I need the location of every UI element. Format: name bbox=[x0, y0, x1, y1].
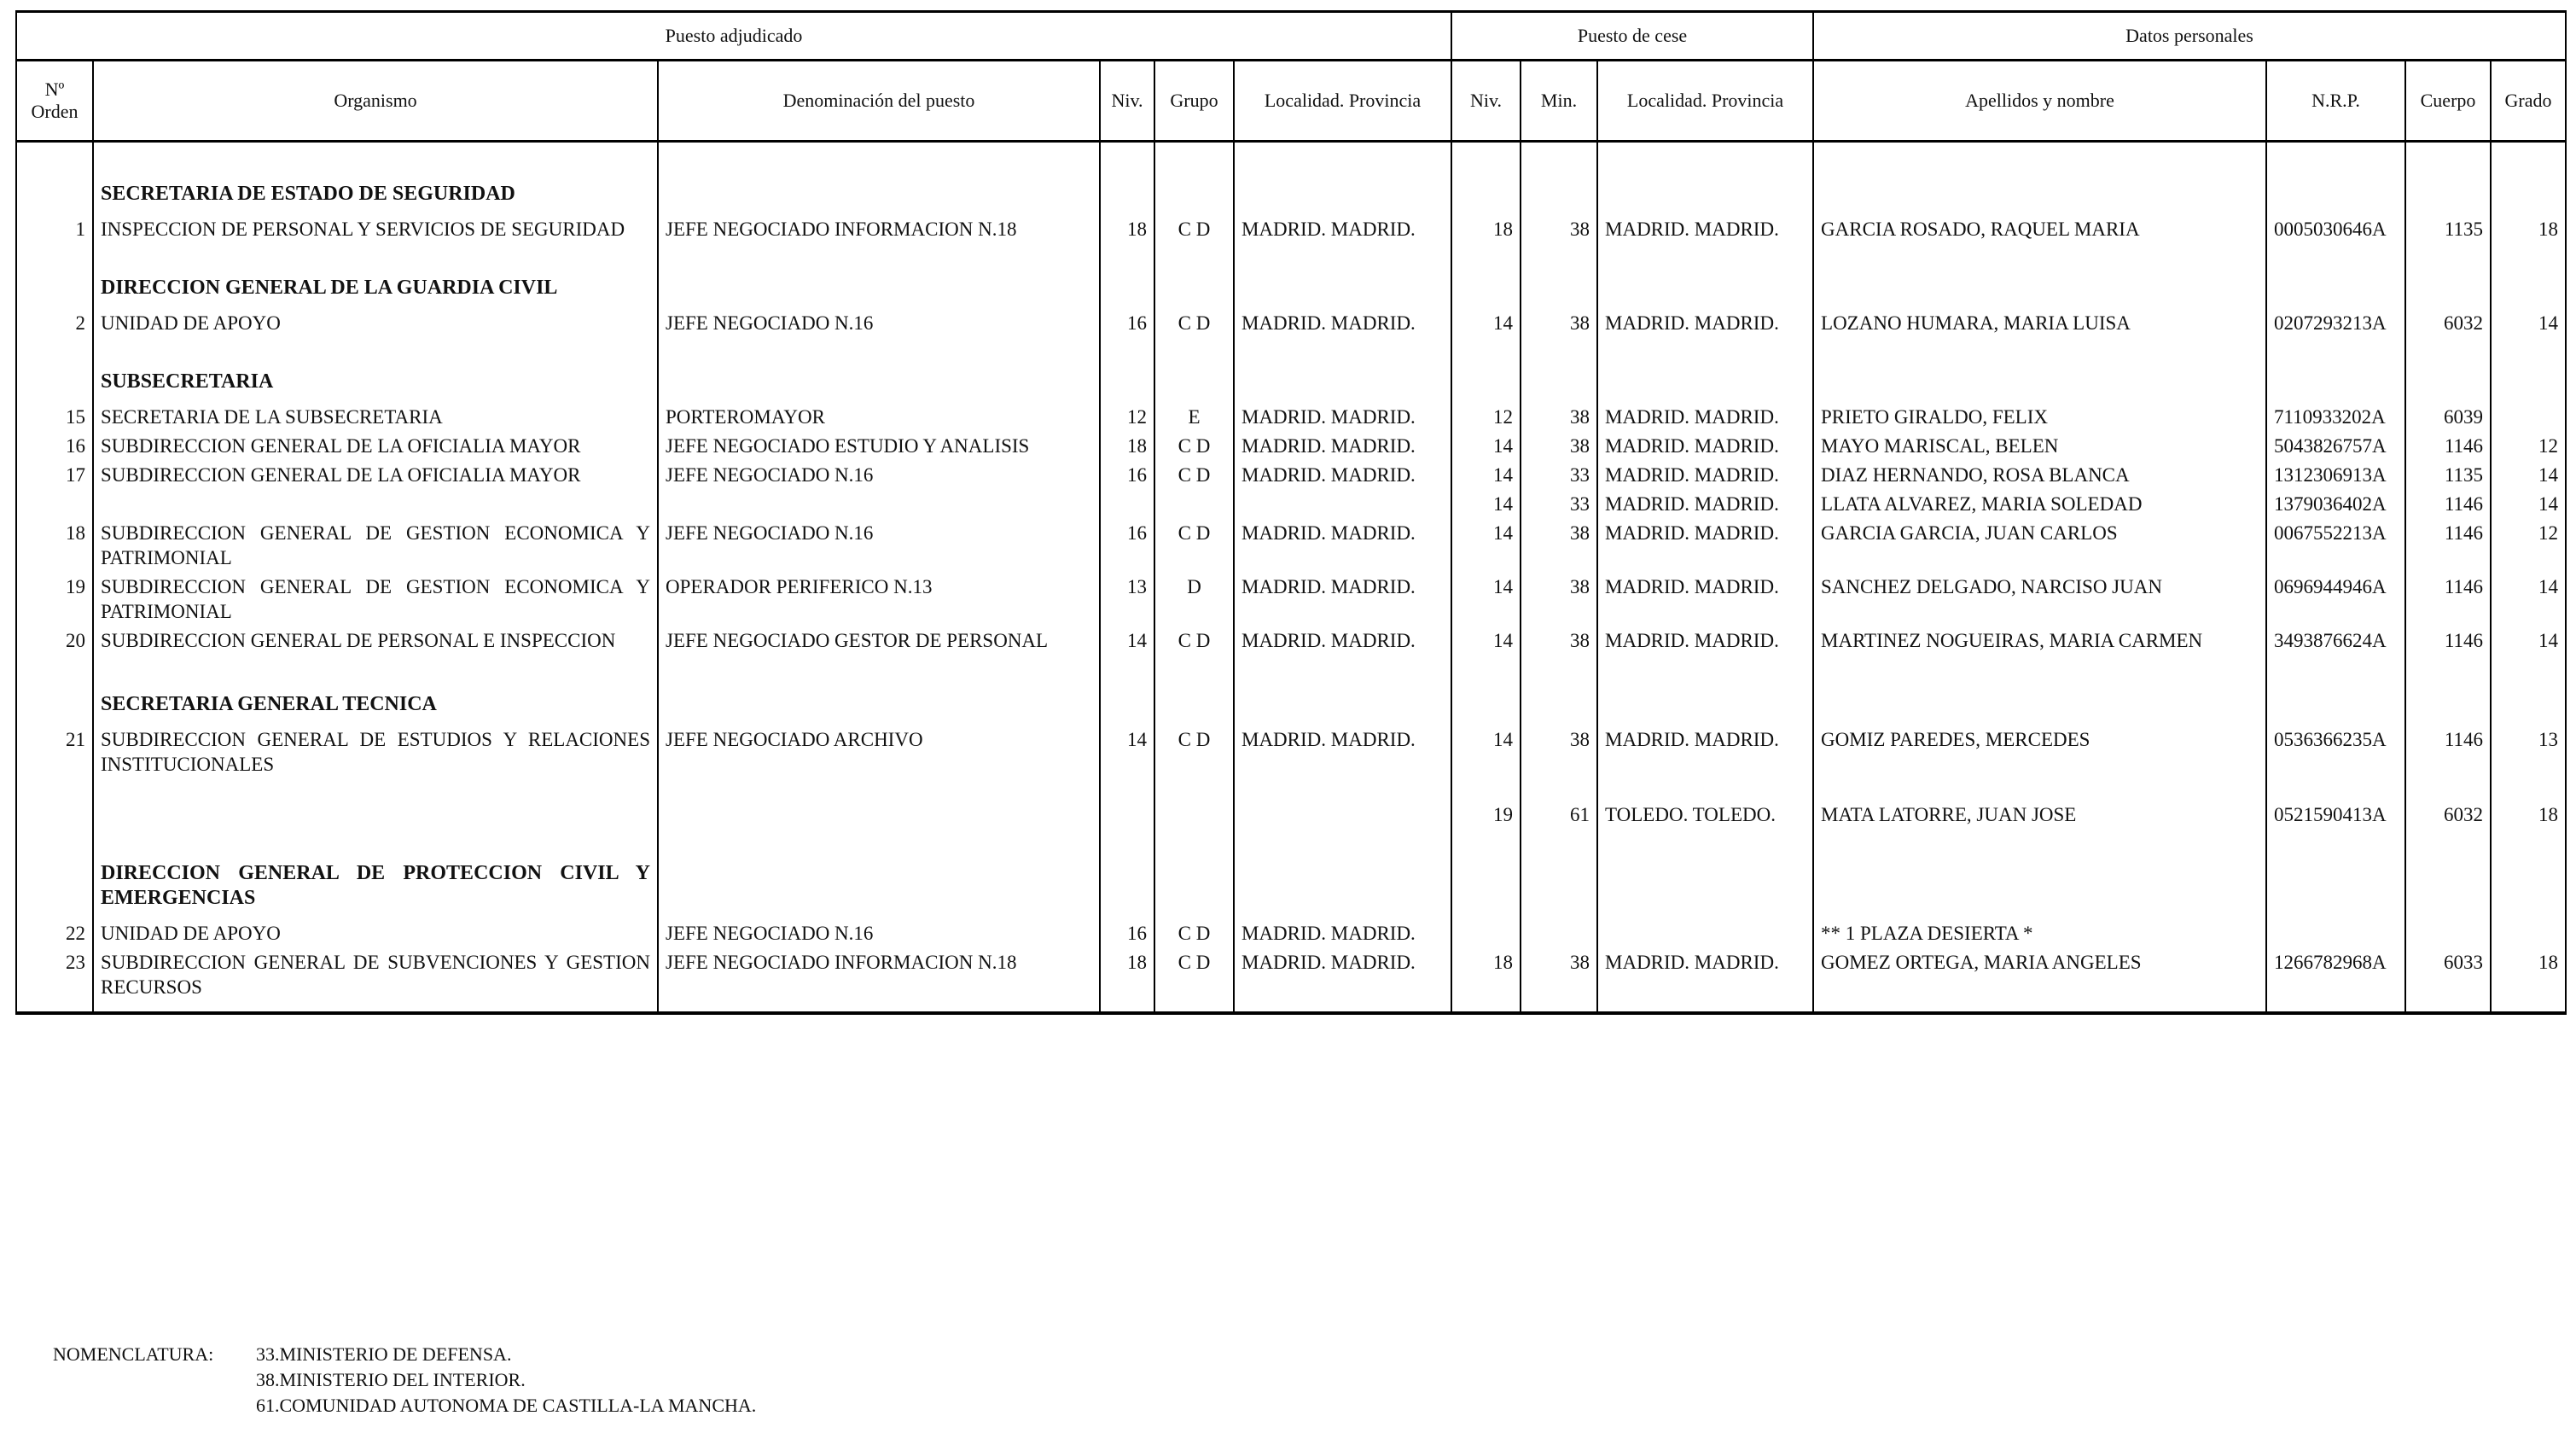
column-header-row bbox=[16, 61, 2566, 142]
apellidos-cell: MAYO MARISCAL, BELEN bbox=[1813, 429, 2266, 458]
denominacion-cell bbox=[658, 335, 1100, 394]
niv-adjudicado-cell: 14 bbox=[1100, 624, 1154, 653]
orden-cell bbox=[16, 653, 93, 717]
denominacion-cell: JEFE NEGOCIADO ESTUDIO Y ANALISIS bbox=[658, 429, 1100, 458]
localidad-adjudicado-cell: MADRID. MADRID. bbox=[1234, 516, 1451, 570]
niv-cese-cell: 14 bbox=[1451, 624, 1521, 653]
localidad-cese-cell: MADRID. MADRID. bbox=[1597, 570, 1813, 624]
niv-cese-cell: 14 bbox=[1451, 717, 1521, 777]
orden-cell bbox=[16, 487, 93, 516]
header-puesto-cese: Puesto de cese bbox=[1451, 12, 1813, 61]
localidad-cese-cell: MADRID. MADRID. bbox=[1597, 624, 1813, 653]
denominacion-cell: OPERADOR PERIFERICO N.13 bbox=[658, 570, 1100, 624]
localidad-cese-cell: TOLEDO. TOLEDO. bbox=[1597, 777, 1813, 827]
nrp-cell bbox=[2266, 653, 2405, 717]
localidad-adjudicado-cell: MADRID. MADRID. bbox=[1234, 429, 1451, 458]
nomenclature-item: 61.COMUNIDAD AUTONOMA DE CASTILLA-LA MANCHA. bbox=[256, 1395, 757, 1416]
localidad-adjudicado-cell bbox=[1234, 827, 1451, 911]
cuerpo-cell bbox=[2405, 242, 2491, 300]
nrp-cell bbox=[2266, 335, 2405, 394]
organismo-cell: SUBDIRECCION GENERAL DE LA OFICIALIA MAYOR bbox=[93, 458, 658, 487]
min-cell: 38 bbox=[1521, 429, 1597, 458]
col-grupo: Grupo bbox=[1154, 61, 1234, 142]
localidad-cese-cell: MADRID. MADRID. bbox=[1597, 458, 1813, 487]
section-row bbox=[16, 827, 2566, 911]
localidad-adjudicado-cell: MADRID. MADRID. bbox=[1234, 911, 1451, 946]
localidad-cese-cell: MADRID. MADRID. bbox=[1597, 516, 1813, 570]
min-cell bbox=[1521, 242, 1597, 300]
section-title: DIRECCION GENERAL DE PROTECCION CIVIL Y EMERGENCIAS bbox=[93, 827, 658, 911]
table-row bbox=[16, 946, 2566, 1013]
grado-cell: 12 bbox=[2491, 516, 2566, 570]
table-row bbox=[16, 717, 2566, 777]
min-cell: 38 bbox=[1521, 207, 1597, 242]
nrp-cell: 3493876624A bbox=[2266, 624, 2405, 653]
niv-cese-cell: 14 bbox=[1451, 429, 1521, 458]
niv-adjudicado-cell: 13 bbox=[1100, 570, 1154, 624]
cuerpo-cell bbox=[2405, 142, 2491, 207]
localidad-adjudicado-cell: MADRID. MADRID. bbox=[1234, 458, 1451, 487]
grado-cell bbox=[2491, 242, 2566, 300]
niv-adjudicado-cell bbox=[1100, 777, 1154, 827]
localidad-cese-cell bbox=[1597, 653, 1813, 717]
apellidos-cell: GOMIZ PAREDES, MERCEDES bbox=[1813, 717, 2266, 777]
niv-cese-cell bbox=[1451, 911, 1521, 946]
denominacion-cell bbox=[658, 487, 1100, 516]
organismo-cell bbox=[93, 777, 658, 827]
min-cell bbox=[1521, 827, 1597, 911]
niv-cese-cell: 12 bbox=[1451, 394, 1521, 429]
localidad-adjudicado-cell bbox=[1234, 335, 1451, 394]
orden-cell: 20 bbox=[16, 624, 93, 653]
orden-cell: 23 bbox=[16, 946, 93, 1013]
min-cell bbox=[1521, 653, 1597, 717]
localidad-cese-cell bbox=[1597, 911, 1813, 946]
col-organismo: Organismo bbox=[93, 61, 658, 142]
denominacion-cell: JEFE NEGOCIADO ARCHIVO bbox=[658, 717, 1100, 777]
table-row bbox=[16, 207, 2566, 242]
niv-cese-cell: 14 bbox=[1451, 300, 1521, 335]
organismo-cell: SUBDIRECCION GENERAL DE SUBVENCIONES Y GESTION RECURSOS bbox=[93, 946, 658, 1013]
col-apellidos: Apellidos y nombre bbox=[1813, 61, 2266, 142]
niv-cese-cell bbox=[1451, 827, 1521, 911]
grado-cell bbox=[2491, 142, 2566, 207]
grupo-cell: C D bbox=[1154, 300, 1234, 335]
cuerpo-cell: 6032 bbox=[2405, 777, 2491, 827]
cuerpo-cell bbox=[2405, 653, 2491, 717]
grupo-cell bbox=[1154, 487, 1234, 516]
col-cuerpo: Cuerpo bbox=[2405, 61, 2491, 142]
grupo-cell bbox=[1154, 777, 1234, 827]
cuerpo-cell bbox=[2405, 827, 2491, 911]
localidad-adjudicado-cell bbox=[1234, 653, 1451, 717]
niv-adjudicado-cell: 16 bbox=[1100, 300, 1154, 335]
denominacion-cell: JEFE NEGOCIADO INFORMACION N.18 bbox=[658, 207, 1100, 242]
nrp-cell bbox=[2266, 911, 2405, 946]
nrp-cell: 0521590413A bbox=[2266, 777, 2405, 827]
min-cell: 38 bbox=[1521, 516, 1597, 570]
orden-cell bbox=[16, 827, 93, 911]
table-row bbox=[16, 429, 2566, 458]
header-group-row bbox=[16, 12, 2566, 61]
orden-cell: 17 bbox=[16, 458, 93, 487]
niv-adjudicado-cell: 18 bbox=[1100, 946, 1154, 1013]
localidad-cese-cell: MADRID. MADRID. bbox=[1597, 300, 1813, 335]
table-row bbox=[16, 624, 2566, 653]
grado-cell: 18 bbox=[2491, 207, 2566, 242]
orden-cell bbox=[16, 242, 93, 300]
cuerpo-cell: 6032 bbox=[2405, 300, 2491, 335]
grupo-cell bbox=[1154, 827, 1234, 911]
section-title: SUBSECRETARIA bbox=[93, 335, 658, 394]
orden-cell: 18 bbox=[16, 516, 93, 570]
niv-adjudicado-cell: 16 bbox=[1100, 911, 1154, 946]
grupo-cell: C D bbox=[1154, 516, 1234, 570]
apellidos-cell bbox=[1813, 242, 2266, 300]
organismo-cell: SUBDIRECCION GENERAL DE ESTUDIOS Y RELACIONES INSTITUCIONALES bbox=[93, 717, 658, 777]
orden-cell bbox=[16, 335, 93, 394]
localidad-cese-cell: MADRID. MADRID. bbox=[1597, 394, 1813, 429]
orden-cell: 22 bbox=[16, 911, 93, 946]
apellidos-cell bbox=[1813, 653, 2266, 717]
localidad-cese-cell: MADRID. MADRID. bbox=[1597, 946, 1813, 1013]
localidad-adjudicado-cell: MADRID. MADRID. bbox=[1234, 300, 1451, 335]
niv-adjudicado-cell: 14 bbox=[1100, 717, 1154, 777]
grado-cell: 14 bbox=[2491, 570, 2566, 624]
col-min: Min. bbox=[1521, 61, 1597, 142]
nrp-cell bbox=[2266, 827, 2405, 911]
table-row bbox=[16, 394, 2566, 429]
col-localidad-adjudicado: Localidad. Provincia bbox=[1234, 61, 1451, 142]
niv-adjudicado-cell bbox=[1100, 335, 1154, 394]
section-title: DIRECCION GENERAL DE LA GUARDIA CIVIL bbox=[93, 242, 658, 300]
niv-adjudicado-cell bbox=[1100, 827, 1154, 911]
niv-cese-cell bbox=[1451, 335, 1521, 394]
grado-cell bbox=[2491, 827, 2566, 911]
apellidos-cell: DIAZ HERNANDO, ROSA BLANCA bbox=[1813, 458, 2266, 487]
nomenclature-label: NOMENCLATURA: bbox=[53, 1343, 214, 1365]
header-puesto-adjudicado: Puesto adjudicado bbox=[16, 12, 1451, 61]
cuerpo-cell bbox=[2405, 911, 2491, 946]
localidad-cese-cell bbox=[1597, 242, 1813, 300]
orden-cell: 2 bbox=[16, 300, 93, 335]
apellidos-cell: GOMEZ ORTEGA, MARIA ANGELES bbox=[1813, 946, 2266, 1013]
denominacion-cell: JEFE NEGOCIADO N.16 bbox=[658, 300, 1100, 335]
grupo-cell: C D bbox=[1154, 717, 1234, 777]
denominacion-cell bbox=[658, 242, 1100, 300]
niv-adjudicado-cell: 16 bbox=[1100, 516, 1154, 570]
nrp-cell: 0005030646A bbox=[2266, 207, 2405, 242]
section-row bbox=[16, 653, 2566, 717]
niv-cese-cell: 14 bbox=[1451, 487, 1521, 516]
orden-cell bbox=[16, 777, 93, 827]
denominacion-cell bbox=[658, 653, 1100, 717]
organismo-cell bbox=[93, 487, 658, 516]
min-cell bbox=[1521, 911, 1597, 946]
nrp-cell: 1266782968A bbox=[2266, 946, 2405, 1013]
nrp-cell bbox=[2266, 242, 2405, 300]
min-cell: 38 bbox=[1521, 300, 1597, 335]
organismo-cell: SUBDIRECCION GENERAL DE GESTION ECONOMICA Y PATRIMONIAL bbox=[93, 570, 658, 624]
apellidos-cell bbox=[1813, 335, 2266, 394]
localidad-adjudicado-cell: MADRID. MADRID. bbox=[1234, 207, 1451, 242]
niv-cese-cell bbox=[1451, 653, 1521, 717]
cuerpo-cell: 1146 bbox=[2405, 624, 2491, 653]
section-row bbox=[16, 335, 2566, 394]
table-row bbox=[16, 487, 2566, 516]
organismo-cell: UNIDAD DE APOYO bbox=[93, 911, 658, 946]
table-row bbox=[16, 516, 2566, 570]
organismo-cell: INSPECCION DE PERSONAL Y SERVICIOS DE SEGURIDAD bbox=[93, 207, 658, 242]
organismo-cell: SUBDIRECCION GENERAL DE PERSONAL E INSPECCION bbox=[93, 624, 658, 653]
denominacion-cell: JEFE NEGOCIADO N.16 bbox=[658, 516, 1100, 570]
niv-cese-cell: 18 bbox=[1451, 207, 1521, 242]
grupo-cell bbox=[1154, 142, 1234, 207]
niv-cese-cell: 14 bbox=[1451, 516, 1521, 570]
grado-cell: 13 bbox=[2491, 717, 2566, 777]
niv-cese-cell: 18 bbox=[1451, 946, 1521, 1013]
localidad-cese-cell: MADRID. MADRID. bbox=[1597, 717, 1813, 777]
apellidos-cell: SANCHEZ DELGADO, NARCISO JUAN bbox=[1813, 570, 2266, 624]
organismo-cell: SUBDIRECCION GENERAL DE LA OFICIALIA MAYOR bbox=[93, 429, 658, 458]
cuerpo-cell: 6033 bbox=[2405, 946, 2491, 1013]
grado-cell: 14 bbox=[2491, 458, 2566, 487]
min-cell: 38 bbox=[1521, 717, 1597, 777]
grupo-cell: D bbox=[1154, 570, 1234, 624]
apellidos-cell bbox=[1813, 827, 2266, 911]
nrp-cell: 0536366235A bbox=[2266, 717, 2405, 777]
organismo-cell: SUBDIRECCION GENERAL DE GESTION ECONOMICA Y PATRIMONIAL bbox=[93, 516, 658, 570]
grupo-cell: E bbox=[1154, 394, 1234, 429]
min-cell: 38 bbox=[1521, 946, 1597, 1013]
section-title: SECRETARIA DE ESTADO DE SEGURIDAD bbox=[93, 142, 658, 207]
col-denominacion: Denominación del puesto bbox=[658, 61, 1100, 142]
section-title: SECRETARIA GENERAL TECNICA bbox=[93, 653, 658, 717]
table-row bbox=[16, 911, 2566, 946]
localidad-adjudicado-cell bbox=[1234, 777, 1451, 827]
nrp-cell: 0067552213A bbox=[2266, 516, 2405, 570]
cuerpo-cell: 1135 bbox=[2405, 458, 2491, 487]
grupo-cell: C D bbox=[1154, 458, 1234, 487]
niv-adjudicado-cell bbox=[1100, 142, 1154, 207]
apellidos-cell: GARCIA ROSADO, RAQUEL MARIA bbox=[1813, 207, 2266, 242]
niv-adjudicado-cell bbox=[1100, 653, 1154, 717]
localidad-adjudicado-cell bbox=[1234, 487, 1451, 516]
localidad-cese-cell bbox=[1597, 142, 1813, 207]
min-cell: 38 bbox=[1521, 624, 1597, 653]
col-orden: Nº Orden bbox=[16, 61, 93, 142]
min-cell: 61 bbox=[1521, 777, 1597, 827]
orden-cell: 1 bbox=[16, 207, 93, 242]
grupo-cell bbox=[1154, 335, 1234, 394]
denominacion-cell: JEFE NEGOCIADO N.16 bbox=[658, 911, 1100, 946]
apellidos-cell: MARTINEZ NOGUEIRAS, MARIA CARMEN bbox=[1813, 624, 2266, 653]
localidad-cese-cell bbox=[1597, 827, 1813, 911]
grupo-cell bbox=[1154, 242, 1234, 300]
grupo-cell: C D bbox=[1154, 207, 1234, 242]
denominacion-cell: JEFE NEGOCIADO N.16 bbox=[658, 458, 1100, 487]
apellidos-cell: ** 1 PLAZA DESIERTA * bbox=[1813, 911, 2266, 946]
nrp-cell: 7110933202A bbox=[2266, 394, 2405, 429]
organismo-cell: SECRETARIA DE LA SUBSECRETARIA bbox=[93, 394, 658, 429]
grado-cell: 12 bbox=[2491, 429, 2566, 458]
nomenclature-item: 33.MINISTERIO DE DEFENSA. bbox=[256, 1343, 512, 1365]
assignment-table bbox=[15, 10, 2567, 1015]
localidad-cese-cell: MADRID. MADRID. bbox=[1597, 207, 1813, 242]
table-row bbox=[16, 570, 2566, 624]
nrp-cell: 1312306913A bbox=[2266, 458, 2405, 487]
cuerpo-cell bbox=[2405, 335, 2491, 394]
niv-adjudicado-cell: 12 bbox=[1100, 394, 1154, 429]
niv-adjudicado-cell bbox=[1100, 487, 1154, 516]
apellidos-cell: PRIETO GIRALDO, FELIX bbox=[1813, 394, 2266, 429]
localidad-cese-cell: MADRID. MADRID. bbox=[1597, 429, 1813, 458]
nomenclature-legend bbox=[53, 1342, 756, 1419]
orden-cell: 19 bbox=[16, 570, 93, 624]
min-cell: 33 bbox=[1521, 487, 1597, 516]
niv-adjudicado-cell: 18 bbox=[1100, 207, 1154, 242]
min-cell bbox=[1521, 335, 1597, 394]
nrp-cell: 5043826757A bbox=[2266, 429, 2405, 458]
niv-cese-cell: 14 bbox=[1451, 458, 1521, 487]
table-row bbox=[16, 300, 2566, 335]
grupo-cell bbox=[1154, 653, 1234, 717]
col-nrp: N.R.P. bbox=[2266, 61, 2405, 142]
cuerpo-cell: 1146 bbox=[2405, 717, 2491, 777]
grupo-cell: C D bbox=[1154, 911, 1234, 946]
min-cell: 38 bbox=[1521, 570, 1597, 624]
grupo-cell: C D bbox=[1154, 946, 1234, 1013]
section-row bbox=[16, 142, 2566, 207]
min-cell bbox=[1521, 142, 1597, 207]
table-body bbox=[16, 142, 2566, 1014]
col-niv-cese: Niv. bbox=[1451, 61, 1521, 142]
organismo-cell: UNIDAD DE APOYO bbox=[93, 300, 658, 335]
col-grado: Grado bbox=[2491, 61, 2566, 142]
denominacion-cell: PORTEROMAYOR bbox=[658, 394, 1100, 429]
localidad-adjudicado-cell bbox=[1234, 142, 1451, 207]
orden-cell: 21 bbox=[16, 717, 93, 777]
niv-cese-cell: 19 bbox=[1451, 777, 1521, 827]
niv-adjudicado-cell: 18 bbox=[1100, 429, 1154, 458]
apellidos-cell: LOZANO HUMARA, MARIA LUISA bbox=[1813, 300, 2266, 335]
localidad-adjudicado-cell: MADRID. MADRID. bbox=[1234, 394, 1451, 429]
table-row bbox=[16, 458, 2566, 487]
table-row bbox=[16, 777, 2566, 827]
grupo-cell: C D bbox=[1154, 624, 1234, 653]
nrp-cell: 0696944946A bbox=[2266, 570, 2405, 624]
min-cell: 38 bbox=[1521, 394, 1597, 429]
cuerpo-cell: 1146 bbox=[2405, 516, 2491, 570]
section-row bbox=[16, 242, 2566, 300]
denominacion-cell bbox=[658, 827, 1100, 911]
denominacion-cell: JEFE NEGOCIADO GESTOR DE PERSONAL bbox=[658, 624, 1100, 653]
col-localidad-cese: Localidad. Provincia bbox=[1597, 61, 1813, 142]
orden-cell bbox=[16, 142, 93, 207]
grado-cell: 14 bbox=[2491, 487, 2566, 516]
cuerpo-cell: 1146 bbox=[2405, 570, 2491, 624]
niv-cese-cell: 14 bbox=[1451, 570, 1521, 624]
cuerpo-cell: 1146 bbox=[2405, 487, 2491, 516]
denominacion-cell bbox=[658, 142, 1100, 207]
header-datos-personales: Datos personales bbox=[1813, 12, 2566, 61]
apellidos-cell: GARCIA GARCIA, JUAN CARLOS bbox=[1813, 516, 2266, 570]
cuerpo-cell: 1146 bbox=[2405, 429, 2491, 458]
denominacion-cell: JEFE NEGOCIADO INFORMACION N.18 bbox=[658, 946, 1100, 1013]
cuerpo-cell: 1135 bbox=[2405, 207, 2491, 242]
grado-cell bbox=[2491, 911, 2566, 946]
grado-cell: 14 bbox=[2491, 624, 2566, 653]
grado-cell bbox=[2491, 653, 2566, 717]
grado-cell bbox=[2491, 335, 2566, 394]
apellidos-cell: LLATA ALVAREZ, MARIA SOLEDAD bbox=[1813, 487, 2266, 516]
grado-cell bbox=[2491, 394, 2566, 429]
denominacion-cell bbox=[658, 777, 1100, 827]
localidad-adjudicado-cell bbox=[1234, 242, 1451, 300]
nomenclature-item: 38.MINISTERIO DEL INTERIOR. bbox=[256, 1369, 526, 1390]
col-niv-adjudicado: Niv. bbox=[1100, 61, 1154, 142]
localidad-adjudicado-cell: MADRID. MADRID. bbox=[1234, 570, 1451, 624]
cuerpo-cell: 6039 bbox=[2405, 394, 2491, 429]
localidad-cese-cell bbox=[1597, 335, 1813, 394]
grupo-cell: C D bbox=[1154, 429, 1234, 458]
localidad-adjudicado-cell: MADRID. MADRID. bbox=[1234, 717, 1451, 777]
niv-adjudicado-cell bbox=[1100, 242, 1154, 300]
nrp-cell: 0207293213A bbox=[2266, 300, 2405, 335]
localidad-adjudicado-cell: MADRID. MADRID. bbox=[1234, 946, 1451, 1013]
apellidos-cell bbox=[1813, 142, 2266, 207]
orden-cell: 15 bbox=[16, 394, 93, 429]
orden-cell: 16 bbox=[16, 429, 93, 458]
min-cell: 33 bbox=[1521, 458, 1597, 487]
nrp-cell: 1379036402A bbox=[2266, 487, 2405, 516]
niv-adjudicado-cell: 16 bbox=[1100, 458, 1154, 487]
grado-cell: 18 bbox=[2491, 777, 2566, 827]
localidad-cese-cell: MADRID. MADRID. bbox=[1597, 487, 1813, 516]
localidad-adjudicado-cell: MADRID. MADRID. bbox=[1234, 624, 1451, 653]
niv-cese-cell bbox=[1451, 242, 1521, 300]
grado-cell: 14 bbox=[2491, 300, 2566, 335]
grado-cell: 18 bbox=[2491, 946, 2566, 1013]
nomenclature-items bbox=[256, 1342, 756, 1419]
apellidos-cell: MATA LATORRE, JUAN JOSE bbox=[1813, 777, 2266, 827]
nrp-cell bbox=[2266, 142, 2405, 207]
niv-cese-cell bbox=[1451, 142, 1521, 207]
